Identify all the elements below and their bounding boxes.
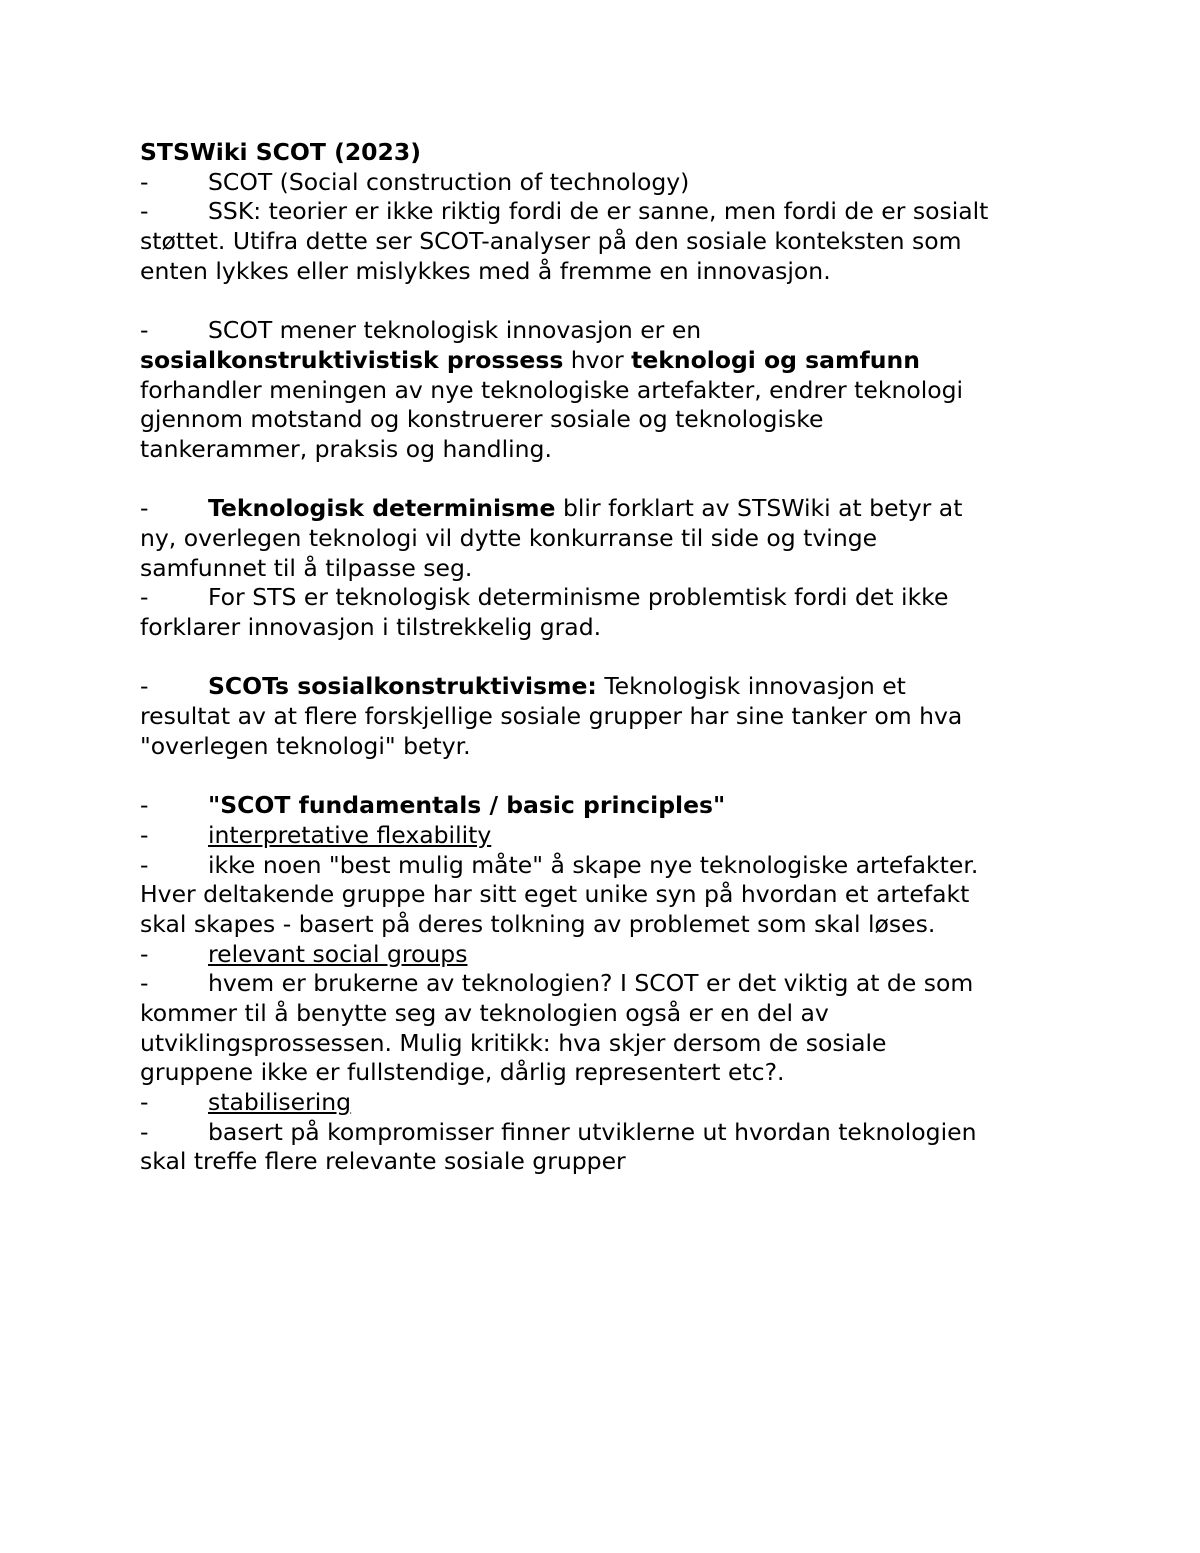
paragraph-line: skal treffe flere relevante sosiale grupper xyxy=(140,1147,626,1176)
bold-term: teknologi og samfunn xyxy=(631,345,920,374)
bullet-stabilisering xyxy=(140,1088,1080,1118)
paragraph-line: støttet. Utifra dette ser SCOT-analyser på den sosiale konteksten som xyxy=(140,227,962,256)
paragraph-line: enten lykkes eller mislykkes med å fremme en innovasjon. xyxy=(140,256,831,285)
blank-line xyxy=(140,465,1080,495)
text-span: hvor xyxy=(563,345,632,374)
bullet-dash: - xyxy=(140,820,149,849)
bullet-dash: - xyxy=(140,969,149,998)
paragraph-line: tankerammer, praksis og handling. xyxy=(140,434,552,463)
paragraph-line: "overlegen teknologi" betyr. xyxy=(140,731,471,760)
bullet-text: SSK: teorier er ikke riktig fordi de er sanne, men fordi de er sosialt xyxy=(208,197,989,226)
paragraph-line: Hver deltakende gruppe har sitt eget unike syn på hvordan et artefakt xyxy=(140,880,970,909)
bullet-dash: - xyxy=(140,939,149,968)
underlined-term: stabilisering xyxy=(208,1088,352,1116)
bullet-hvem-er-brukerne xyxy=(140,969,1080,999)
bullet-text: SCOT (Social construction of technology) xyxy=(208,167,690,196)
paragraph-line: utviklingsprossessen. Mulig kritikk: hva skjer dersom de sosiale xyxy=(140,1028,887,1057)
paragraph-line: kommer til å benytte seg av teknologien også er en del av xyxy=(140,998,829,1027)
bullet-kompromisser xyxy=(140,1118,1080,1148)
bullet-dash: - xyxy=(140,316,149,345)
bullet-scot-mener xyxy=(140,316,1080,346)
bullet-dash: - xyxy=(140,167,149,196)
paragraph-line: samfunnet til å tilpasse seg. xyxy=(140,553,473,582)
text-span: blir forklart av STSWiki at betyr at xyxy=(555,494,963,523)
paragraph-line: forhandler meningen av nye teknologiske artefakter, endrer teknologi xyxy=(140,375,964,404)
bullet-dash: - xyxy=(140,850,149,879)
bullet-dash: - xyxy=(140,197,149,226)
bullet-text: basert på kompromisser finner utviklerne ut hvordan teknologien xyxy=(208,1117,977,1146)
bullet-teknologisk-determinisme xyxy=(140,494,1080,524)
bullet-dash: - xyxy=(140,1117,149,1146)
bold-heading: "SCOT fundamentals / basic principles" xyxy=(208,791,726,820)
bullet-text: ikke noen "best mulig måte" å skape nye teknologiske artefakter. xyxy=(208,850,979,879)
paragraph-line: forklarer innovasjon i tilstrekkelig grad. xyxy=(140,613,602,641)
bullet-interpretative-flexability xyxy=(140,821,1080,851)
bullet-dash: - xyxy=(140,494,149,523)
document-title-line xyxy=(140,138,1080,168)
bullet-text: hvem er brukerne av teknologien? I SCOT er det viktig at de som xyxy=(208,969,974,998)
paragraph-line: resultat av at flere forskjellige sosiale grupper har sine tanker om hva xyxy=(140,702,963,731)
blank-line xyxy=(140,761,1080,791)
bullet-sts xyxy=(140,583,1080,613)
paragraph-line: ny, overlegen teknologi vil dytte konkurranse til side og tvinge xyxy=(140,523,878,552)
bold-term: sosialkonstruktivistisk prossess xyxy=(140,345,564,374)
blank-line xyxy=(140,286,1080,316)
underlined-term: interpretative flexability xyxy=(208,820,492,849)
bullet-dash: - xyxy=(140,791,149,820)
underlined-term: relevant social groups xyxy=(208,939,468,968)
text-span: Teknologisk innovasjon et xyxy=(596,672,906,701)
bullet-text: For STS er teknologisk determinisme problemtisk fordi det ikke xyxy=(208,583,949,612)
paragraph-line: skal skapes - basert på deres tolkning av problemet som skal løses. xyxy=(140,909,936,938)
document-page xyxy=(140,138,1080,1177)
blank-line xyxy=(140,643,1080,673)
bullet-scot-definition xyxy=(140,168,1080,198)
bullet-text: SCOT mener teknologisk innovasjon er en xyxy=(208,316,702,345)
bullet-fundamentals-heading xyxy=(140,791,1080,821)
paragraph-line xyxy=(140,346,1080,376)
bold-term: SCOTs sosialkonstruktivisme: xyxy=(208,672,597,701)
bold-term: Teknologisk determinisme xyxy=(208,494,556,523)
bullet-relevant-social-groups xyxy=(140,940,1080,970)
bullet-dash: - xyxy=(140,1088,149,1116)
bullet-scots-sosialkonstruktivisme xyxy=(140,672,1080,702)
paragraph-line: gjennom motstand og konstruerer sosiale og teknologiske xyxy=(140,405,824,434)
bullet-ssk xyxy=(140,197,1080,227)
bullet-dash: - xyxy=(140,583,149,612)
bullet-best-mulig-mate xyxy=(140,851,1080,881)
paragraph-line: gruppene ikke er fullstendige, dårlig representert etc?. xyxy=(140,1058,785,1087)
document-title: STSWiki SCOT (2023) xyxy=(140,138,421,166)
bullet-dash: - xyxy=(140,672,149,701)
